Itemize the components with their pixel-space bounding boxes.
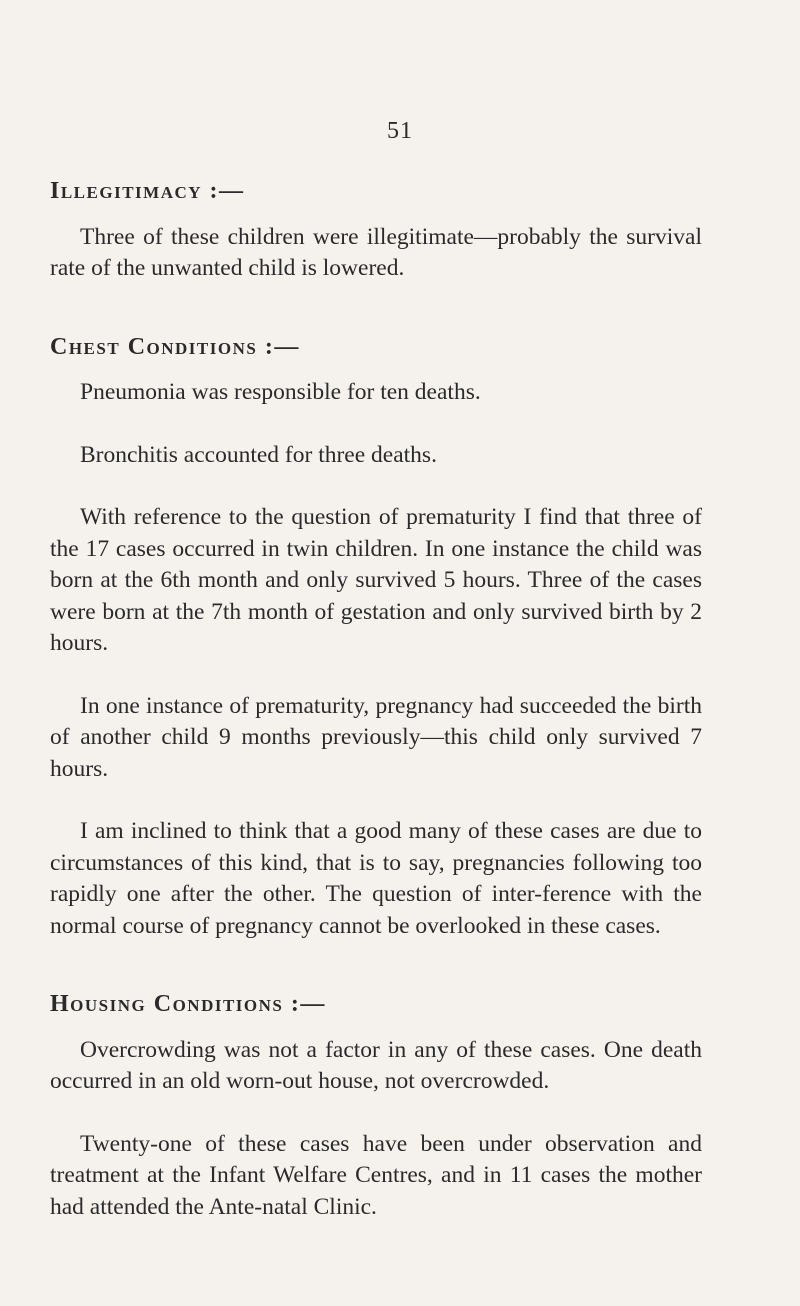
paragraph-circumstances: I am inclined to think that a good many of these cases are due to circumstances of this kind, that is to say, pregnancies following too rapidly one after the other. The question of inter-ference with the normal course of pregnancy cannot be overlooked in these cases. [50, 818, 702, 939]
paragraph-illegitimacy: Three of these children were illegitimate—probably the survival rate of the unwanted child is lowered. [50, 223, 702, 281]
page-body [50, 176, 702, 1223]
section-heading-illegitimacy: Illegitimacy :— [50, 178, 245, 204]
paragraph-pneumonia: Pneumonia was responsible for ten deaths. [80, 379, 481, 405]
page-number: 51 [387, 118, 413, 144]
paragraph-prematurity-pregnancy: In one instance of prematurity, pregnancy had succeeded the birth of another child 9 months previously—this child only survived 7 hours. [50, 692, 702, 782]
section-heading-housing-conditions: Housing Conditions :— [50, 991, 326, 1017]
paragraph-welfare-centres: Twenty-one of these cases have been under observation and treatment at the Infant Welfare Centres, and in 11 cases the mother had attended the Ante-natal Clinic. [50, 1130, 702, 1220]
paragraph-prematurity-twins: With reference to the question of prematurity I find that three of the 17 cases occurred in twin children. In one instance the child was born at the 6th month and only survived 5 hours. Three of the cases were born at the 7th month of gestation and only survived birth by 2 hours. [50, 504, 702, 656]
section-heading-chest-conditions: Chest Conditions :— [50, 333, 300, 360]
paragraph-bronchitis: Bronchitis accounted for three deaths. [80, 441, 437, 468]
paragraph-overcrowding: Overcrowding was not a factor in any of these cases. One death occurred in an old worn-out house, not overcrowded. [50, 1036, 702, 1094]
